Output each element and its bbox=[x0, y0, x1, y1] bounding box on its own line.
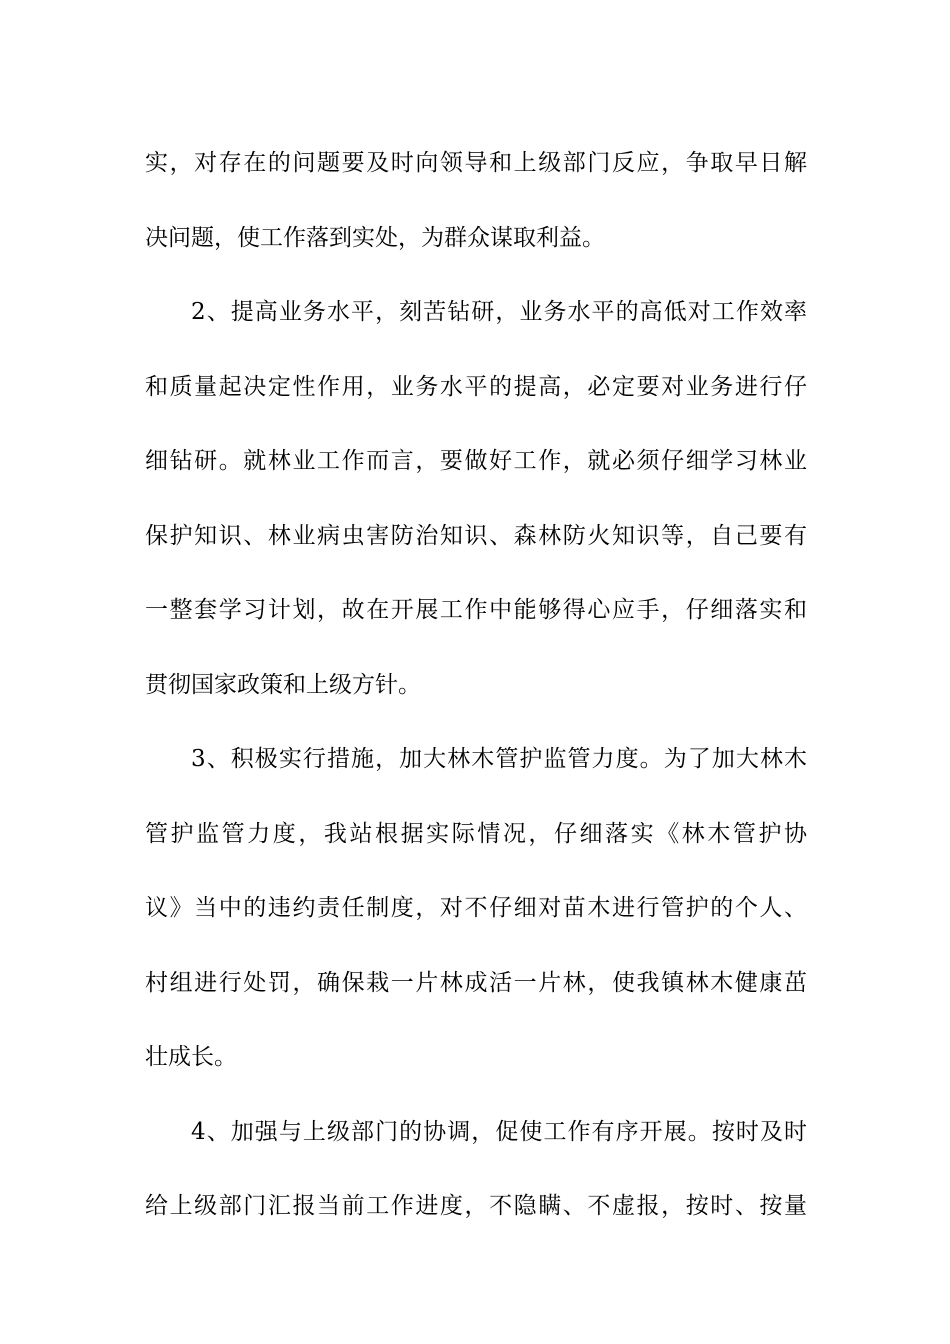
text-line-3: 2、提高业务水平，刻苦钻研，业务水平的高低对工作效率 bbox=[191, 299, 807, 325]
text-line-14: 4、加强与上级部门的协调，促使工作有序开展。按时及时 bbox=[191, 1118, 807, 1145]
text-line-7: 一整套学习计划，故在开展工作中能够得心应手，仔细落实和 bbox=[145, 597, 807, 623]
text-line-1: 实，对存在的问题要及时向领导和上级部门反应，争取早日解 bbox=[145, 150, 807, 176]
text-line-13: 壮成长。 bbox=[145, 1044, 237, 1070]
text-line-6: 保护知识、林业病虫害防治知识、森林防火知识等，自己要有 bbox=[145, 522, 807, 549]
text-line-15: 给上级部门汇报当前工作进度，不隐瞒、不虚报，按时、按量 bbox=[145, 1193, 807, 1219]
text-line-8: 贯彻国家政策和上级方针。 bbox=[145, 671, 421, 698]
text-line-10: 管护监管力度，我站根据实际情况，仔细落实《林木管护协 bbox=[145, 820, 807, 847]
text-line-12: 村组进行处罚，确保栽一片林成活一片林，使我镇林木健康茁 bbox=[145, 969, 807, 996]
text-line-9: 3、积极实行措施，加大林木管护监管力度。为了加大林木 bbox=[191, 746, 807, 772]
text-line-5: 细钻研。就林业工作而言，要做好工作，就必须仔细学习林业 bbox=[145, 448, 807, 474]
text-line-11: 议》当中的违约责任制度，对不仔细对苗木进行管护的个人、 bbox=[145, 895, 807, 921]
text-line-2: 决问题，使工作落到实处，为群众谋取利益。 bbox=[145, 224, 605, 251]
text-line-4: 和质量起决定性作用，业务水平的提高，必定要对业务进行仔 bbox=[145, 373, 807, 400]
body-text bbox=[145, 126, 807, 1244]
